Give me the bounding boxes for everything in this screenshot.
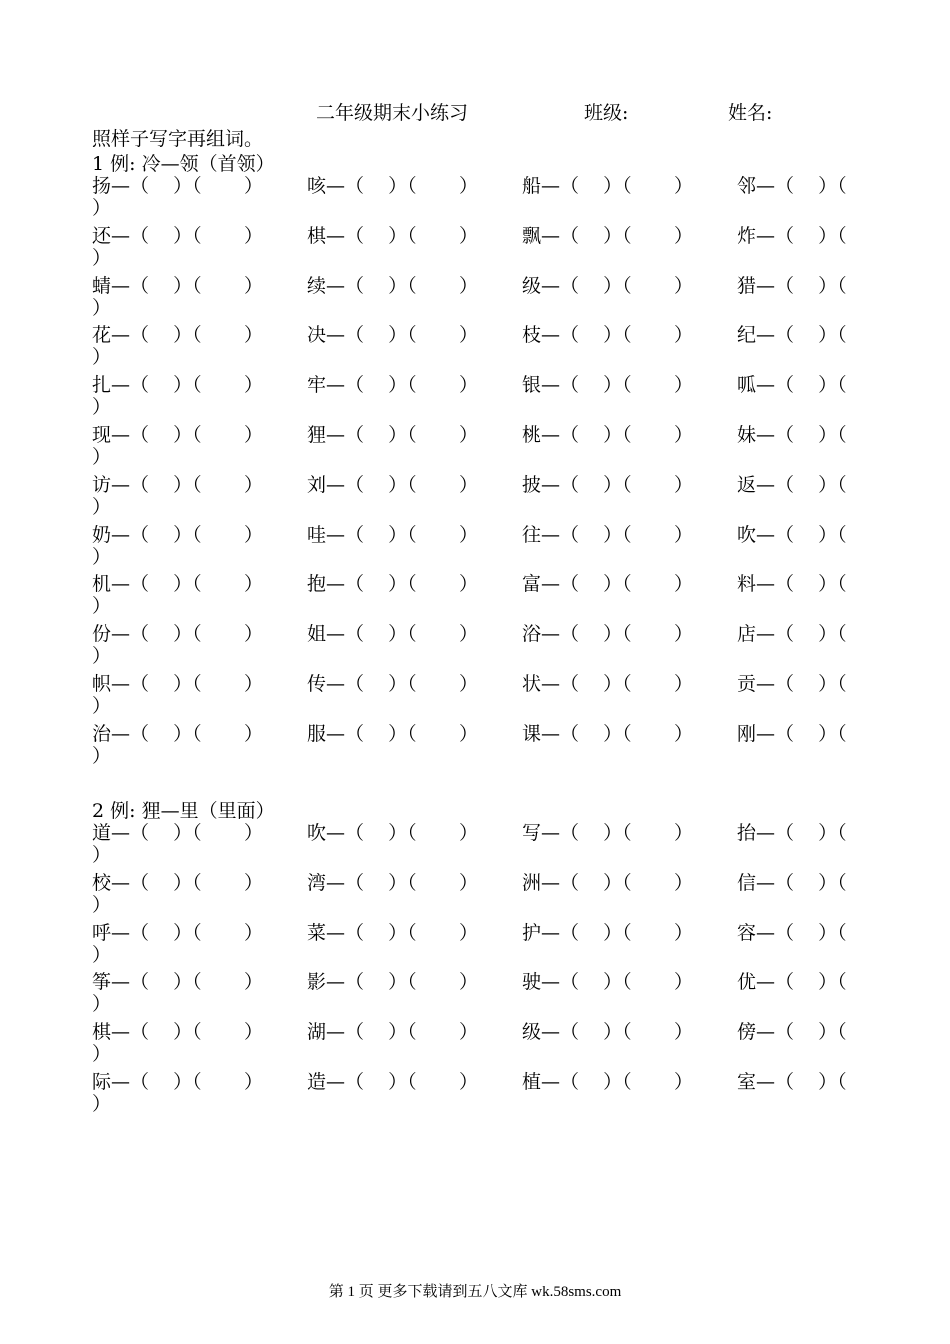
- base-character: 扬: [92, 175, 112, 197]
- exercise-item: [307, 274, 478, 298]
- exercise-item: [737, 523, 847, 547]
- base-character: 份: [92, 623, 112, 646]
- answer-blanks[interactable]: —（ ）（ ）: [541, 523, 693, 546]
- wrapped-closing-paren: ）: [92, 296, 112, 319]
- exercise-item: [522, 224, 693, 248]
- exercise-item: [522, 572, 693, 596]
- base-character: 姐: [307, 623, 327, 646]
- exercise-item: [737, 373, 847, 397]
- section1-example: 1 例: 冷—领（首领）: [92, 153, 275, 175]
- base-character: 抱: [307, 573, 327, 596]
- base-character: 续: [307, 274, 327, 297]
- answer-blanks[interactable]: —（ ）（ ）: [541, 175, 693, 197]
- answer-blanks[interactable]: —（ ）（: [756, 573, 847, 596]
- base-character: 课: [522, 722, 542, 745]
- exercise-item: [92, 224, 263, 248]
- base-character: 吹: [737, 523, 757, 546]
- exercise-item: [92, 473, 263, 497]
- section2-example: 2 例: 狸—里（里面）: [92, 800, 275, 822]
- answer-blanks[interactable]: —（ ）（ ）: [326, 424, 478, 446]
- base-character: 状: [522, 673, 542, 695]
- answer-blanks[interactable]: —（ ）（ ）: [111, 374, 263, 397]
- exercise-item: [522, 373, 693, 397]
- worksheet-header: [0, 98, 950, 126]
- base-character: 棋: [307, 224, 327, 247]
- wrapped-closing-paren: ）: [92, 446, 112, 468]
- answer-blanks[interactable]: —（ ）（ ）: [541, 871, 693, 894]
- base-character: 影: [307, 971, 327, 994]
- base-character: 扎: [92, 374, 112, 397]
- base-character: 现: [92, 424, 112, 446]
- answer-blanks[interactable]: —（ ）（ ）: [111, 1071, 263, 1093]
- wrapped-closing-paren: ）: [92, 1093, 112, 1115]
- answer-blanks[interactable]: —（ ）（ ）: [111, 921, 263, 944]
- wrapped-closing-paren: ）: [92, 993, 112, 1016]
- wrapped-closing-paren: ）: [92, 943, 112, 966]
- exercise-item: [307, 821, 478, 845]
- answer-blanks[interactable]: —（ ）（: [756, 175, 847, 197]
- base-character: 刘: [307, 473, 327, 496]
- answer-blanks[interactable]: —（ ）（: [756, 673, 847, 695]
- answer-blanks[interactable]: —（ ）（: [756, 523, 847, 546]
- base-character: 写: [522, 822, 542, 844]
- exercise-item: [307, 722, 478, 746]
- answer-blanks[interactable]: —（ ）（ ）: [111, 673, 263, 695]
- exercise-item: [92, 1070, 263, 1094]
- answer-blanks[interactable]: —（ ）（ ）: [326, 175, 478, 197]
- base-character: 筝: [92, 971, 112, 994]
- base-character: 植: [522, 1071, 542, 1093]
- answer-blanks[interactable]: —（ ）（: [756, 224, 847, 247]
- base-character: 披: [522, 473, 542, 496]
- exercise-row: [0, 672, 950, 718]
- base-character: 哇: [307, 523, 327, 546]
- exercise-item: [737, 224, 847, 248]
- base-character: 级: [522, 1021, 542, 1044]
- answer-blanks[interactable]: —（ ）（ ）: [111, 224, 263, 247]
- exercise-item: [92, 523, 263, 547]
- exercise-item: [522, 672, 693, 696]
- answer-blanks[interactable]: —（ ）（ ）: [111, 274, 263, 297]
- answer-blanks[interactable]: —（ ）（ ）: [541, 1071, 693, 1093]
- base-character: 牢: [307, 374, 327, 397]
- base-character: 猎: [737, 274, 757, 297]
- answer-blanks[interactable]: —（ ）（ ）: [541, 374, 693, 397]
- exercise-item: [307, 572, 478, 596]
- base-character: 船: [522, 175, 542, 197]
- exercise-item: [737, 572, 847, 596]
- exercise-item: [737, 970, 847, 994]
- exercise-row: [0, 921, 950, 967]
- answer-blanks[interactable]: —（ ）（: [756, 871, 847, 894]
- exercise-item: [522, 1070, 693, 1094]
- answer-blanks[interactable]: —（ ）（ ）: [541, 1021, 693, 1044]
- exercise-row: [0, 1020, 950, 1066]
- exercise-item: [92, 174, 263, 198]
- answer-blanks[interactable]: —（ ）（: [756, 374, 847, 397]
- answer-blanks[interactable]: —（ ）（: [756, 1021, 847, 1044]
- answer-blanks[interactable]: —（ ）（ ）: [111, 971, 263, 994]
- wrapped-closing-paren: ）: [92, 346, 112, 369]
- exercise-item: [307, 1070, 478, 1094]
- base-character: 驶: [522, 971, 542, 994]
- answer-blanks[interactable]: —（ ）（ ）: [326, 224, 478, 247]
- exercise-item: [737, 274, 847, 298]
- answer-blanks[interactable]: —（ ）（ ）: [326, 871, 478, 894]
- exercise-item: [92, 821, 263, 845]
- exercise-row: [0, 423, 950, 469]
- exercise-item: [307, 473, 478, 497]
- base-character: 贡: [737, 673, 757, 695]
- wrapped-closing-paren: ）: [92, 545, 112, 568]
- instruction-text: 照样子写字再组词。: [92, 128, 264, 150]
- answer-blanks[interactable]: —（ ）（ ）: [326, 573, 478, 596]
- exercise-row: [0, 1070, 950, 1116]
- answer-blanks[interactable]: —（ ）（ ）: [541, 623, 693, 646]
- answer-blanks[interactable]: —（ ）（: [756, 722, 847, 745]
- base-character: 护: [522, 921, 542, 944]
- wrapped-closing-paren: ）: [92, 246, 112, 269]
- answer-blanks[interactable]: —（ ）（ ）: [326, 722, 478, 745]
- base-character: 洲: [522, 871, 542, 894]
- base-character: 信: [737, 871, 757, 894]
- base-character: 级: [522, 274, 542, 297]
- exercise-item: [737, 821, 847, 845]
- answer-blanks[interactable]: —（ ）（ ）: [541, 473, 693, 496]
- exercise-row: [0, 373, 950, 419]
- exercise-item: [307, 323, 478, 347]
- exercise-item: [92, 373, 263, 397]
- answer-blanks[interactable]: —（ ）（: [756, 424, 847, 446]
- answer-blanks[interactable]: —（ ）（ ）: [326, 1021, 478, 1044]
- exercise-item: [92, 871, 263, 895]
- base-character: 富: [522, 573, 542, 596]
- answer-blanks[interactable]: —（ ）（: [756, 324, 847, 347]
- exercise-row: [0, 224, 950, 270]
- answer-blanks[interactable]: —（ ）（: [756, 822, 847, 844]
- exercise-row: [0, 274, 950, 320]
- exercise-row: [0, 523, 950, 569]
- base-character: 菜: [307, 921, 327, 944]
- wrapped-closing-paren: ）: [92, 893, 112, 916]
- exercise-item: [737, 323, 847, 347]
- exercise-item: [737, 423, 847, 447]
- exercise-item: [92, 722, 263, 746]
- exercise-item: [92, 423, 263, 447]
- exercise-item: [737, 871, 847, 895]
- base-character: 料: [737, 573, 757, 596]
- base-character: 傍: [737, 1021, 757, 1044]
- base-character: 蜻: [92, 274, 112, 297]
- answer-blanks[interactable]: —（ ）（ ）: [111, 573, 263, 596]
- base-character: 造: [307, 1071, 327, 1093]
- exercise-row: [0, 473, 950, 519]
- answer-blanks[interactable]: —（ ）（ ）: [541, 324, 693, 347]
- exercise-item: [92, 323, 263, 347]
- base-character: 吹: [307, 822, 327, 844]
- exercise-item: [522, 1020, 693, 1044]
- exercise-item: [307, 174, 478, 198]
- base-character: 优: [737, 971, 757, 994]
- exercise-item: [92, 970, 263, 994]
- answer-blanks[interactable]: —（ ）（ ）: [326, 523, 478, 546]
- answer-blanks[interactable]: —（ ）（ ）: [541, 822, 693, 844]
- wrapped-closing-paren: ）: [92, 1043, 112, 1066]
- exercise-item: [737, 622, 847, 646]
- base-character: 传: [307, 673, 327, 695]
- exercise-item: [522, 423, 693, 447]
- answer-blanks[interactable]: —（ ）（ ）: [111, 822, 263, 844]
- base-character: 邻: [737, 175, 757, 197]
- answer-blanks[interactable]: —（ ）（ ）: [326, 274, 478, 297]
- base-character: 帜: [92, 673, 112, 695]
- wrapped-closing-paren: ）: [92, 744, 112, 767]
- answer-blanks[interactable]: —（ ）（ ）: [326, 324, 478, 347]
- exercise-row: [0, 722, 950, 768]
- answer-blanks[interactable]: —（ ）（ ）: [541, 274, 693, 297]
- answer-blanks[interactable]: —（ ）（ ）: [541, 971, 693, 994]
- exercise-item: [522, 323, 693, 347]
- base-character: 桃: [522, 424, 542, 446]
- exercise-item: [737, 672, 847, 696]
- answer-blanks[interactable]: —（ ）（ ）: [111, 424, 263, 446]
- exercise-row: [0, 572, 950, 618]
- answer-blanks[interactable]: —（ ）（ ）: [111, 324, 263, 347]
- exercise-item: [307, 970, 478, 994]
- exercise-item: [522, 274, 693, 298]
- exercise-item: [522, 722, 693, 746]
- exercise-item: [737, 1020, 847, 1044]
- exercise-item: [522, 523, 693, 547]
- base-character: 校: [92, 871, 112, 894]
- base-character: 刚: [737, 722, 757, 745]
- exercise-item: [737, 722, 847, 746]
- exercise-row: [0, 871, 950, 917]
- answer-blanks[interactable]: —（ ）（ ）: [111, 871, 263, 894]
- exercise-item: [522, 970, 693, 994]
- exercise-item: [307, 373, 478, 397]
- answer-blanks[interactable]: —（ ）（ ）: [541, 722, 693, 745]
- worksheet-title: 二年级期末小练习: [316, 102, 469, 124]
- base-character: 妹: [737, 424, 757, 446]
- base-character: 枝: [522, 324, 542, 347]
- exercise-row: [0, 174, 950, 220]
- base-character: 返: [737, 473, 757, 496]
- answer-blanks[interactable]: —（ ）（ ）: [326, 921, 478, 944]
- answer-blanks[interactable]: —（ ）（ ）: [326, 971, 478, 994]
- exercise-item: [307, 224, 478, 248]
- base-character: 店: [737, 623, 757, 646]
- answer-blanks[interactable]: —（ ）（ ）: [111, 175, 263, 197]
- exercise-item: [307, 921, 478, 945]
- exercise-item: [737, 1070, 847, 1094]
- base-character: 机: [92, 573, 112, 596]
- exercise-item: [522, 473, 693, 497]
- exercise-item: [522, 821, 693, 845]
- answer-blanks[interactable]: —（ ）（ ）: [111, 1021, 263, 1044]
- wrapped-closing-paren: ）: [92, 595, 112, 618]
- exercise-item: [522, 174, 693, 198]
- exercise-item: [522, 921, 693, 945]
- answer-blanks[interactable]: —（ ）（: [756, 623, 847, 646]
- exercise-item: [307, 523, 478, 547]
- base-character: 咳: [307, 175, 327, 197]
- base-character: 服: [307, 722, 327, 745]
- exercise-item: [307, 1020, 478, 1044]
- exercise-item: [522, 871, 693, 895]
- answer-blanks[interactable]: —（ ）（ ）: [541, 673, 693, 695]
- base-character: 花: [92, 324, 112, 347]
- answer-blanks[interactable]: —（ ）（ ）: [541, 573, 693, 596]
- base-character: 炸: [737, 224, 757, 247]
- exercise-row: [0, 622, 950, 668]
- base-character: 湖: [307, 1021, 327, 1044]
- answer-blanks[interactable]: —（ ）（: [756, 274, 847, 297]
- wrapped-closing-paren: ）: [92, 695, 112, 717]
- base-character: 还: [92, 224, 112, 247]
- exercise-item: [307, 423, 478, 447]
- answer-blanks[interactable]: —（ ）（ ）: [326, 673, 478, 695]
- answer-blanks[interactable]: —（ ）（ ）: [326, 374, 478, 397]
- answer-blanks[interactable]: —（ ）（ ）: [326, 623, 478, 646]
- base-character: 往: [522, 523, 542, 546]
- exercise-row: [0, 323, 950, 369]
- base-character: 呱: [737, 374, 757, 397]
- answer-blanks[interactable]: —（ ）（: [756, 473, 847, 496]
- base-character: 际: [92, 1071, 112, 1093]
- base-character: 奶: [92, 523, 112, 546]
- exercise-item: [92, 274, 263, 298]
- page-footer: 第 1 页 更多下载请到五八文库 wk.58sms.com: [328, 1284, 622, 1300]
- base-character: 室: [737, 1071, 757, 1093]
- base-character: 访: [92, 473, 112, 496]
- answer-blanks[interactable]: —（ ）（ ）: [541, 224, 693, 247]
- class-label: 班级:: [584, 102, 629, 124]
- answer-blanks[interactable]: —（ ）（ ）: [111, 473, 263, 496]
- exercise-item: [522, 622, 693, 646]
- exercise-item: [307, 871, 478, 895]
- wrapped-closing-paren: ）: [92, 645, 112, 668]
- base-character: 治: [92, 722, 112, 745]
- base-character: 纪: [737, 324, 757, 347]
- answer-blanks[interactable]: —（ ）（ ）: [541, 921, 693, 944]
- exercise-row: [0, 970, 950, 1016]
- answer-blanks[interactable]: —（ ）（ ）: [326, 473, 478, 496]
- answer-blanks[interactable]: —（ ）（ ）: [111, 623, 263, 646]
- exercise-item: [92, 572, 263, 596]
- base-character: 抬: [737, 822, 757, 844]
- exercise-item: [737, 174, 847, 198]
- answer-blanks[interactable]: —（ ）（ ）: [111, 722, 263, 745]
- answer-blanks[interactable]: —（ ）（ ）: [111, 523, 263, 546]
- exercise-item: [92, 921, 263, 945]
- base-character: 浴: [522, 623, 542, 646]
- name-label: 姓名:: [728, 102, 773, 124]
- answer-blanks[interactable]: —（ ）（: [756, 1071, 847, 1093]
- base-character: 银: [522, 374, 542, 397]
- wrapped-closing-paren: ）: [92, 396, 112, 419]
- exercise-item: [737, 921, 847, 945]
- base-character: 飘: [522, 224, 542, 247]
- exercise-item: [92, 622, 263, 646]
- exercise-item: [737, 473, 847, 497]
- exercise-item: [92, 1020, 263, 1044]
- base-character: 道: [92, 822, 112, 844]
- base-character: 湾: [307, 871, 327, 894]
- wrapped-closing-paren: ）: [92, 197, 112, 219]
- exercise-item: [307, 672, 478, 696]
- base-character: 决: [307, 324, 327, 347]
- answer-blanks[interactable]: —（ ）（ ）: [326, 1071, 478, 1093]
- exercise-row: [0, 821, 950, 867]
- answer-blanks[interactable]: —（ ）（: [756, 971, 847, 994]
- wrapped-closing-paren: ）: [92, 844, 112, 866]
- exercise-item: [92, 672, 263, 696]
- base-character: 呼: [92, 921, 112, 944]
- answer-blanks[interactable]: —（ ）（ ）: [326, 822, 478, 844]
- base-character: 狸: [307, 424, 327, 446]
- base-character: 棋: [92, 1021, 112, 1044]
- answer-blanks[interactable]: —（ ）（ ）: [541, 424, 693, 446]
- wrapped-closing-paren: ）: [92, 495, 112, 518]
- answer-blanks[interactable]: —（ ）（: [756, 921, 847, 944]
- exercise-item: [307, 622, 478, 646]
- base-character: 容: [737, 921, 757, 944]
